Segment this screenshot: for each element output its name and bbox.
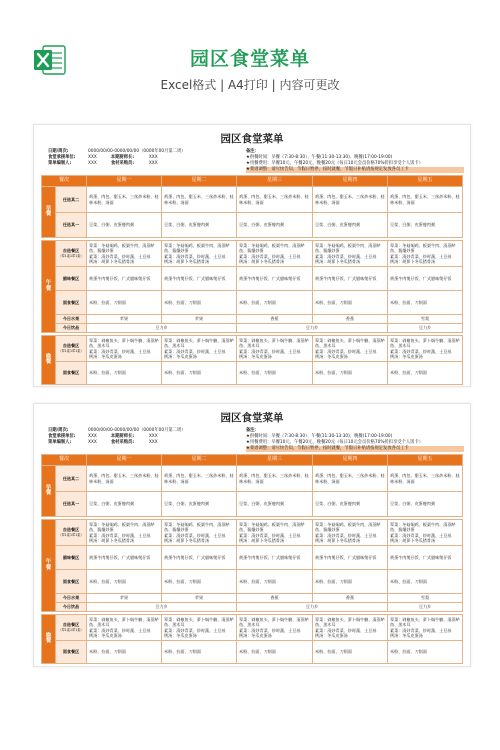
menu-cell: 鸡蛋、肉包、甜玉米、三丝炒米粉、桂林米粉、汤面 (313, 466, 388, 492)
menu-sheet-1 (33, 124, 471, 387)
menu-cell: 香蕉 (313, 594, 388, 603)
row-label: 任选其二 (56, 466, 87, 492)
menu-cell: 香蕉 (237, 315, 313, 324)
menu-cell: 荤菜：冬菇焖鸡、板栗牛肉、清蒸鲈鱼、酱爆炒蛋 素菜：清炒青菜、炒时蔬、土豆丝 例汤：胡萝卜冬瓜猪骨汤 (313, 241, 388, 267)
menu-cell: 黄蛋牛肉煲仔饭、广式腊味煲仔饭 (162, 267, 237, 291)
meta-value: XXX (148, 161, 158, 166)
table-row (42, 241, 463, 267)
menu-sheet-2 (33, 403, 471, 667)
menu-cell: 黄蛋牛肉煲仔饭、广式腊味煲仔饭 (388, 546, 463, 570)
menu-cell: 豆浆、白粥、皮蛋瘦肉粥 (162, 492, 237, 517)
menu-cell: 鸡蛋、肉包、甜玉米、三丝炒米粉、桂林米粉、汤面 (237, 187, 313, 213)
meta-label: 日期/周次: (48, 149, 69, 154)
menu-cell: 豆浆、白粥、皮蛋瘦肉粥 (313, 213, 388, 238)
menu-cell: 黄蛋牛肉煲仔饭、广式腊味煲仔饭 (162, 546, 237, 570)
header-cell: 星期五 (388, 455, 463, 466)
row-label: 面食餐区 (56, 291, 87, 315)
menu-cell: 米粉、拉面、刀削面 (237, 570, 313, 594)
menu-cell: 荤菜：冬菇焖鸡、板栗牛肉、清蒸鲈鱼、酱爆炒蛋 素菜：清炒青菜、炒时蔬、土豆丝 例汤：胡萝卜冬瓜猪骨汤 (313, 520, 388, 546)
header-cell: 星期二 (162, 455, 237, 466)
note-line: ★供餐时间：早餐（7:30-8:30）、午餐(11:30-13:30)、晚餐(17:00-19:00) (246, 434, 393, 439)
sheet-meta (34, 145, 470, 175)
menu-cell: 荤菜：剁椒鱼头、萝卜焖牛腩、清蒸鲈鱼、黑木耳 素菜：清炒青菜、炒时蔬、土豆丝 例汤：冬瓜皮蛋汤 (87, 336, 162, 362)
meal-label-breakfast: 早餐 (42, 187, 56, 238)
row-label: 今日饮品 (56, 324, 87, 333)
table-row (42, 615, 463, 641)
row-label: 今日饮品 (56, 603, 87, 612)
menu-cell: 豆力乡 (388, 324, 463, 333)
header-cell: 星期五 (388, 176, 463, 187)
table-row (42, 187, 463, 213)
note-label: 备注： (246, 428, 259, 433)
menu-cell: 豆力乡 (87, 324, 237, 333)
meta-value: XXX (88, 161, 97, 166)
menu-cell: 米粉、拉面、刀削面 (162, 641, 237, 664)
menu-cell: 米粉、拉面、刀削面 (313, 362, 388, 385)
menu-cell: 荤菜：剁椒鱼头、萝卜焖牛腩、清蒸鲈鱼、黑木耳 素菜：清炒青菜、炒时蔬、土豆丝 例汤：冬瓜皮蛋汤 (162, 615, 237, 641)
menu-cell: 米粉、拉面、刀削面 (388, 362, 463, 385)
menu-cell: 米粉、拉面、刀削面 (388, 291, 463, 315)
meta-value: 0000/00/00-0000/00/00（0000年00月第二周） (88, 149, 186, 154)
menu-cell: 鸡蛋、肉包、甜玉米、三丝炒米粉、桂林米粉、汤面 (162, 466, 237, 492)
page-header (0, 0, 500, 110)
meta-label: 菜单编制人: (48, 161, 72, 166)
note-line: ★菜谱调整：请尽快告知，节假日暂停，按时就餐，节假日补贴请按规定发放各员工卡 (246, 167, 464, 173)
menu-cell: 荤菜：剁椒鱼头、萝卜焖牛腩、清蒸鲈鱼、黑木耳 素菜：清炒青菜、炒时蔬、土豆丝 例汤：冬瓜皮蛋汤 (162, 336, 237, 362)
row-label: 自选餐区 （荤1素1荤1素） (56, 241, 87, 267)
menu-cell: 荤菜：冬菇焖鸡、板栗牛肉、清蒸鲈鱼、酱爆炒蛋 素菜：清炒青菜、炒时蔬、土豆丝 例汤：胡萝卜冬瓜猪骨汤 (87, 241, 162, 267)
menu-cell: 雪梨 (388, 315, 463, 324)
meta-value: XXX (148, 440, 158, 445)
table-row (42, 594, 463, 603)
menu-cell: 鸡蛋、肉包、甜玉米、三丝炒米粉、桂林米粉、汤面 (162, 187, 237, 213)
menu-cell: 豆浆、白粥、皮蛋瘦肉粥 (87, 492, 162, 517)
meta-label: 食堂承接单位: (48, 434, 76, 439)
menu-cell: 豆力乡 (87, 603, 237, 612)
menu-cell: 黄蛋牛肉煲仔饭、广式腊味煲仔饭 (313, 267, 388, 291)
menu-cell: 豆浆、白粥、皮蛋瘦肉粥 (237, 213, 313, 238)
menu-cell: 荤菜：剁椒鱼头、萝卜焖牛腩、清蒸鲈鱼、黑木耳 素菜：清炒青菜、炒时蔬、土豆丝 例汤：冬瓜皮蛋汤 (313, 615, 388, 641)
menu-cell: 豆浆、白粥、皮蛋瘦肉粥 (313, 492, 388, 517)
header-cell: 星期三 (237, 455, 313, 466)
menu-cell: 豆浆、白粥、皮蛋瘦肉粥 (237, 492, 313, 517)
menu-cell: 米粉、拉面、刀削面 (87, 641, 162, 664)
menu-cell: 黄蛋牛肉煲仔饭、广式腊味煲仔饭 (388, 267, 463, 291)
menu-cell: 鸡蛋、肉包、甜玉米、三丝炒米粉、桂林米粉、汤面 (388, 466, 463, 492)
row-label: 自选餐区 （荤1素1荤1素） (56, 336, 87, 362)
menu-cell: 鸡蛋、肉包、甜玉米、三丝炒米粉、桂林米粉、汤面 (87, 466, 162, 492)
page-title: 园区食堂菜单 (189, 48, 310, 70)
meta-label: 菜单编制人: (48, 440, 72, 445)
table-row (42, 291, 463, 315)
row-label: 腊味餐区 (56, 546, 87, 570)
header-cell: 星期四 (313, 176, 388, 187)
table-row (42, 362, 463, 385)
menu-table (41, 454, 463, 664)
menu-cell: 鸡蛋、肉包、甜玉米、三丝炒米粉、桂林米粉、汤面 (237, 466, 313, 492)
menu-cell: 黄蛋牛肉煲仔饭、广式腊味煲仔饭 (237, 267, 313, 291)
row-label: 面食餐区 (56, 570, 87, 594)
menu-cell: 米粉、拉面、刀削面 (87, 362, 162, 385)
meta-label: 食材采购员: (110, 161, 135, 166)
menu-cell: 荤菜：冬菇焖鸡、板栗牛肉、清蒸鲈鱼、酱爆炒蛋 素菜：清炒青菜、炒时蔬、土豆丝 例汤：胡萝卜冬瓜猪骨汤 (162, 520, 237, 546)
meta-label: 本期厨师长: (110, 155, 135, 160)
menu-cell: 米粉、拉面、刀削面 (313, 291, 388, 315)
header-cell: 星期二 (162, 176, 237, 187)
table-row (42, 546, 463, 570)
table-header-row (42, 455, 463, 466)
menu-cell: 米粉、拉面、刀削面 (313, 570, 388, 594)
row-label: 自选餐区 （荤1素1荤1素） (56, 615, 87, 641)
menu-cell: 豆力乡 (237, 603, 388, 612)
table-row (42, 213, 463, 238)
menu-cell: 豆浆、白粥、皮蛋瘦肉粥 (87, 213, 162, 238)
table-row (42, 324, 463, 333)
meal-label-lunch: 午餐 (42, 520, 56, 612)
menu-cell: 荤菜：冬菇焖鸡、板栗牛肉、清蒸鲈鱼、酱爆炒蛋 素菜：清炒青菜、炒时蔬、土豆丝 例汤：胡萝卜冬瓜猪骨汤 (87, 520, 162, 546)
menu-cell: 米粉、拉面、刀削面 (87, 291, 162, 315)
menu-cell: 米粉、拉面、刀削面 (388, 570, 463, 594)
meta-value: XXX (88, 440, 97, 445)
meal-label-dinner: 晚餐 (42, 615, 56, 664)
note-label: 备注： (246, 149, 259, 154)
menu-cell: 米粉、拉面、刀削面 (162, 291, 237, 315)
menu-cell: 黄蛋牛肉煲仔饭、广式腊味煲仔饭 (237, 546, 313, 570)
menu-cell: 米粉、拉面、刀削面 (162, 362, 237, 385)
sheet-meta (34, 424, 470, 454)
header-cell: 星期四 (313, 455, 388, 466)
menu-cell: 荤菜：剁椒鱼头、萝卜焖牛腩、清蒸鲈鱼、黑木耳 素菜：清炒青菜、炒时蔬、土豆丝 例汤：冬瓜皮蛋汤 (87, 615, 162, 641)
menu-cell: 鸡蛋、肉包、甜玉米、三丝炒米粉、桂林米粉、汤面 (388, 187, 463, 213)
menu-cell: 苹果 (87, 594, 162, 603)
row-label: 自选餐区 （荤1素1荤1素） (56, 520, 87, 546)
menu-cell: 豆浆、白粥、皮蛋瘦肉粥 (162, 213, 237, 238)
meta-value: XXX (88, 155, 97, 160)
menu-table (41, 175, 463, 385)
table-row (42, 492, 463, 517)
table-row (42, 603, 463, 612)
menu-cell: 黄蛋牛肉煲仔饭、广式腊味煲仔饭 (313, 546, 388, 570)
sheet-title: 园区食堂菜单 (220, 412, 284, 424)
menu-cell: 米粉、拉面、刀削面 (313, 641, 388, 664)
page-subtitle: Excel格式 | A4打印 | 内容可更改 (160, 78, 340, 92)
row-label: 腊味餐区 (56, 267, 87, 291)
menu-cell: 黄蛋牛肉煲仔饭、广式腊味煲仔饭 (87, 267, 162, 291)
row-label: 任选其二 (56, 187, 87, 213)
menu-cell: 荤菜：剁椒鱼头、萝卜焖牛腩、清蒸鲈鱼、黑木耳 素菜：清炒青菜、炒时蔬、土豆丝 例汤：冬瓜皮蛋汤 (388, 615, 463, 641)
table-row (42, 520, 463, 546)
table-row (42, 641, 463, 664)
menu-cell: 荤菜：剁椒鱼头、萝卜焖牛腩、清蒸鲈鱼、黑木耳 素菜：清炒青菜、炒时蔬、土豆丝 例汤：冬瓜皮蛋汤 (237, 336, 313, 362)
row-label: 任选其一 (56, 213, 87, 238)
meta-label: 食堂承接单位: (48, 155, 76, 160)
menu-cell: 雪梨 (388, 594, 463, 603)
menu-cell: 米粉、拉面、刀削面 (237, 362, 313, 385)
meta-value: XXX (148, 155, 158, 160)
header-cell: 餐次 (42, 176, 87, 187)
menu-cell: 荤菜：冬菇焖鸡、板栗牛肉、清蒸鲈鱼、酱爆炒蛋 素菜：清炒青菜、炒时蔬、土豆丝 例汤：胡萝卜冬瓜猪骨汤 (162, 241, 237, 267)
meal-label-dinner: 晚餐 (42, 336, 56, 385)
note-line: ★供餐时间：早餐（7:30-8:30）、午餐(11:30-13:30)、晚餐(17:00-19:00) (246, 155, 393, 160)
menu-cell: 米粉、拉面、刀削面 (388, 641, 463, 664)
row-label: 今日水果 (56, 594, 87, 603)
header-cell: 星期一 (87, 455, 162, 466)
menu-cell: 苹果 (162, 315, 237, 324)
meta-value: XXX (88, 434, 97, 439)
menu-cell: 荤菜：冬菇焖鸡、板栗牛肉、清蒸鲈鱼、酱爆炒蛋 素菜：清炒青菜、炒时蔬、土豆丝 例汤：胡萝卜冬瓜猪骨汤 (237, 520, 313, 546)
table-row (42, 466, 463, 492)
menu-cell: 苹果 (162, 594, 237, 603)
menu-cell: 鸡蛋、肉包、甜玉米、三丝炒米粉、桂林米粉、汤面 (87, 187, 162, 213)
table-row (42, 315, 463, 324)
row-label: 任选其一 (56, 492, 87, 517)
table-row (42, 570, 463, 594)
menu-cell: 鸡蛋、肉包、甜玉米、三丝炒米粉、桂林米粉、汤面 (313, 187, 388, 213)
meal-label-breakfast: 早餐 (42, 466, 56, 517)
menu-cell: 豆浆、白粥、皮蛋瘦肉粥 (388, 492, 463, 517)
menu-cell: 荤菜：冬菇焖鸡、板栗牛肉、清蒸鲈鱼、酱爆炒蛋 素菜：清炒青菜、炒时蔬、土豆丝 例汤：胡萝卜冬瓜猪骨汤 (388, 520, 463, 546)
note-line: ★用餐费用：早餐10元，午餐20元，晚餐20元（每日10元会员价格70%折扣享受个人饭卡） (246, 161, 424, 166)
table-row (42, 336, 463, 362)
sheet-title: 园区食堂菜单 (220, 133, 284, 145)
menu-cell: 荤菜：冬菇焖鸡、板栗牛肉、清蒸鲈鱼、酱爆炒蛋 素菜：清炒青菜、炒时蔬、土豆丝 例汤：胡萝卜冬瓜猪骨汤 (237, 241, 313, 267)
menu-cell: 黄蛋牛肉煲仔饭、广式腊味煲仔饭 (87, 546, 162, 570)
meal-label-lunch: 午餐 (42, 241, 56, 333)
menu-cell: 豆力乡 (388, 603, 463, 612)
table-header-row (42, 176, 463, 187)
menu-cell: 豆力乡 (237, 324, 388, 333)
meta-label: 日期/周次: (48, 428, 69, 433)
menu-cell: 荤菜：剁椒鱼头、萝卜焖牛腩、清蒸鲈鱼、黑木耳 素菜：清炒青菜、炒时蔬、土豆丝 例汤：冬瓜皮蛋汤 (313, 336, 388, 362)
table-row (42, 267, 463, 291)
menu-cell: 米粉、拉面、刀削面 (162, 570, 237, 594)
header-cell: 星期一 (87, 176, 162, 187)
menu-cell: 香蕉 (313, 315, 388, 324)
header-cell: 餐次 (42, 455, 87, 466)
menu-cell: 荤菜：冬菇焖鸡、板栗牛肉、清蒸鲈鱼、酱爆炒蛋 素菜：清炒青菜、炒时蔬、土豆丝 例汤：胡萝卜冬瓜猪骨汤 (388, 241, 463, 267)
meta-label: 食材采购员: (110, 440, 135, 445)
meta-label: 本期厨师长: (110, 434, 135, 439)
note-line: ★用餐费用：早餐10元，午餐20元，晚餐20元（每日10元会员价格70%折扣享受个人饭卡） (246, 440, 424, 445)
row-label: 今日水果 (56, 315, 87, 324)
menu-cell: 荤菜：剁椒鱼头、萝卜焖牛腩、清蒸鲈鱼、黑木耳 素菜：清炒青菜、炒时蔬、土豆丝 例汤：冬瓜皮蛋汤 (237, 615, 313, 641)
header-cell: 星期三 (237, 176, 313, 187)
menu-cell: 豆浆、白粥、皮蛋瘦肉粥 (388, 213, 463, 238)
menu-cell: 香蕉 (237, 594, 313, 603)
note-line: ★菜谱调整：请尽快告知，节假日暂停，按时就餐，节假日补贴请按规定发放各员工卡 (246, 446, 464, 452)
menu-cell: 米粉、拉面、刀削面 (237, 641, 313, 664)
meta-value: XXX (148, 434, 158, 439)
row-label: 面食餐区 (56, 362, 87, 385)
menu-cell: 荤菜：剁椒鱼头、萝卜焖牛腩、清蒸鲈鱼、黑木耳 素菜：清炒青菜、炒时蔬、土豆丝 例汤：冬瓜皮蛋汤 (388, 336, 463, 362)
meta-value: 0000/00/00-0000/00/00（0000年00月第二周） (88, 428, 186, 433)
menu-cell: 苹果 (87, 315, 162, 324)
menu-cell: 米粉、拉面、刀削面 (237, 291, 313, 315)
row-label: 面食餐区 (56, 641, 87, 664)
menu-cell: 米粉、拉面、刀削面 (87, 570, 162, 594)
